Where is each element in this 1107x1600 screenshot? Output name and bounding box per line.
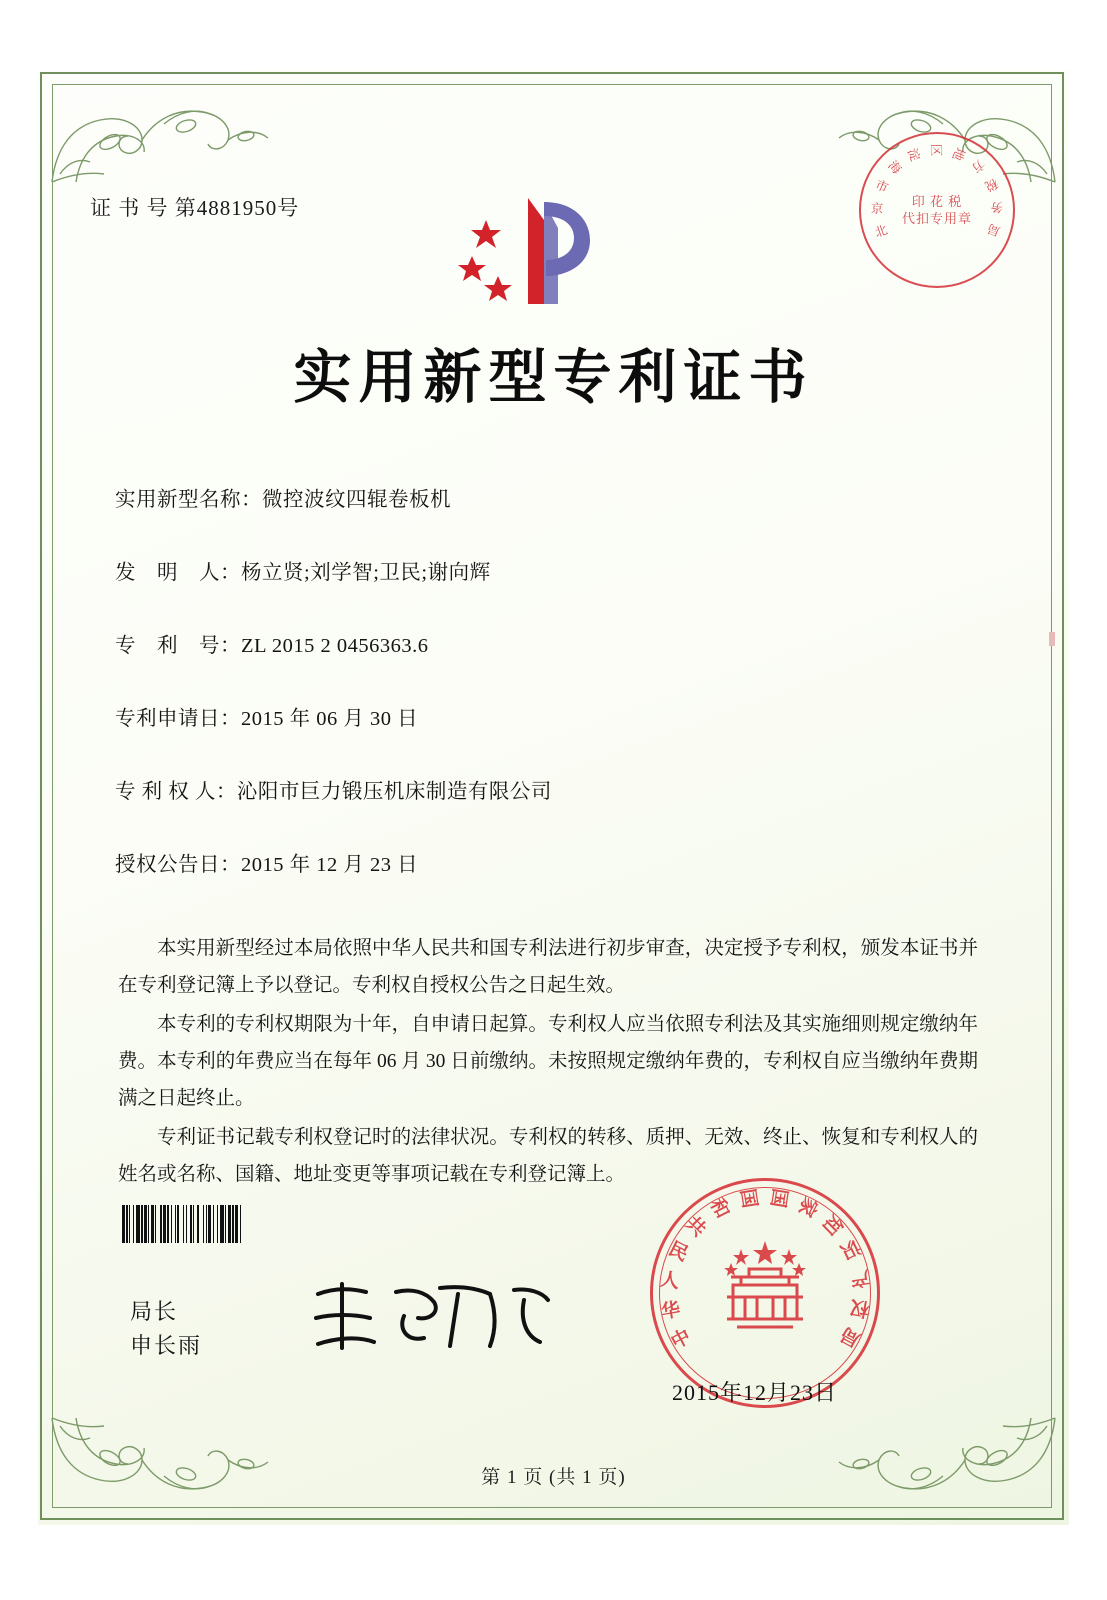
- paragraph: 专利证书记载专利权登记时的法律状况。专利权的转移、质押、无效、终止、恢复和专利权人的姓名或名称、国籍、地址变更等事项记载在专利登记簿上。: [118, 1127, 978, 1185]
- body-text: [118, 930, 978, 1195]
- field-row: [115, 628, 975, 658]
- paragraph: 本专利的专利权期限为十年，自申请日起算。专利权人应当依照专利法及其实施细则规定缴纳年费。本专利的年费应当在每年 06 月 30 日前缴纳。未按照规定缴纳年费的，专利权自应当缴纳年费期满之日起终止。: [118, 1014, 978, 1109]
- field-row: [115, 701, 975, 731]
- page-footer: 第 1 页 (共 1 页): [481, 1467, 626, 1488]
- barcode-bar: [241, 1205, 245, 1243]
- field-row: [115, 774, 975, 804]
- cnipa-logo-icon: [440, 172, 620, 317]
- tax-stamp-line1: 印 花 税: [911, 194, 963, 209]
- seal-date: 2015年12月23日: [672, 1380, 838, 1405]
- tax-stamp-seal: [859, 132, 1015, 288]
- field-label: 专 利 权 人：: [115, 781, 237, 803]
- page-title: 实用新型专利证书: [293, 343, 814, 411]
- field-label: 专利申请日：: [115, 708, 241, 730]
- signature-role: 局长: [130, 1299, 179, 1324]
- certificate-number: 证 书 号 第4881950号: [90, 196, 300, 220]
- field-value: 2015 年 06 月 30 日: [241, 708, 419, 730]
- tax-stamp-center-text: [902, 193, 972, 227]
- field-row: [115, 847, 975, 877]
- field-value: 沁阳市巨力锻压机床制造有限公司: [236, 781, 552, 803]
- field-label: 发 明 人：: [115, 562, 241, 584]
- tax-stamp-line2: 代扣专用章: [901, 211, 973, 226]
- official-seal: 中 华 人 民 共 和 国 国 家 知 识 产 权 局: [650, 1178, 880, 1408]
- field-label: 授权公告日：: [115, 854, 241, 876]
- field-label: 专 利 号：: [115, 635, 241, 657]
- barcode: [122, 1205, 414, 1243]
- field-label: 实用新型名称：: [115, 489, 262, 511]
- field-value: 杨立贤;刘学智;卫民;谢向辉: [241, 562, 491, 584]
- national-emblem-icon: [707, 1235, 823, 1351]
- paper-edge-mark: [1049, 632, 1055, 646]
- signature-block: [130, 1295, 202, 1363]
- field-row: [115, 482, 975, 512]
- signature-name: 申长雨: [130, 1333, 203, 1358]
- paragraph: 本实用新型经过本局依照中华人民共和国专利法进行初步审查，决定授予专利权，颁发本证书并在专利登记簿上予以登记。专利权自授权公告之日起生效。: [118, 938, 978, 996]
- tax-stamp-ring-text: 北 京 市 海 淀 区 地 方 税 务 局: [870, 143, 1004, 241]
- handwritten-signature-icon: [300, 1272, 560, 1362]
- field-value: 2015 年 12 月 23 日: [241, 854, 419, 876]
- field-value: 微控波纹四辊卷板机: [262, 489, 451, 511]
- field-row: [115, 555, 975, 585]
- fields-list: [115, 482, 975, 920]
- field-value: ZL 2015 2 0456363.6: [241, 635, 429, 657]
